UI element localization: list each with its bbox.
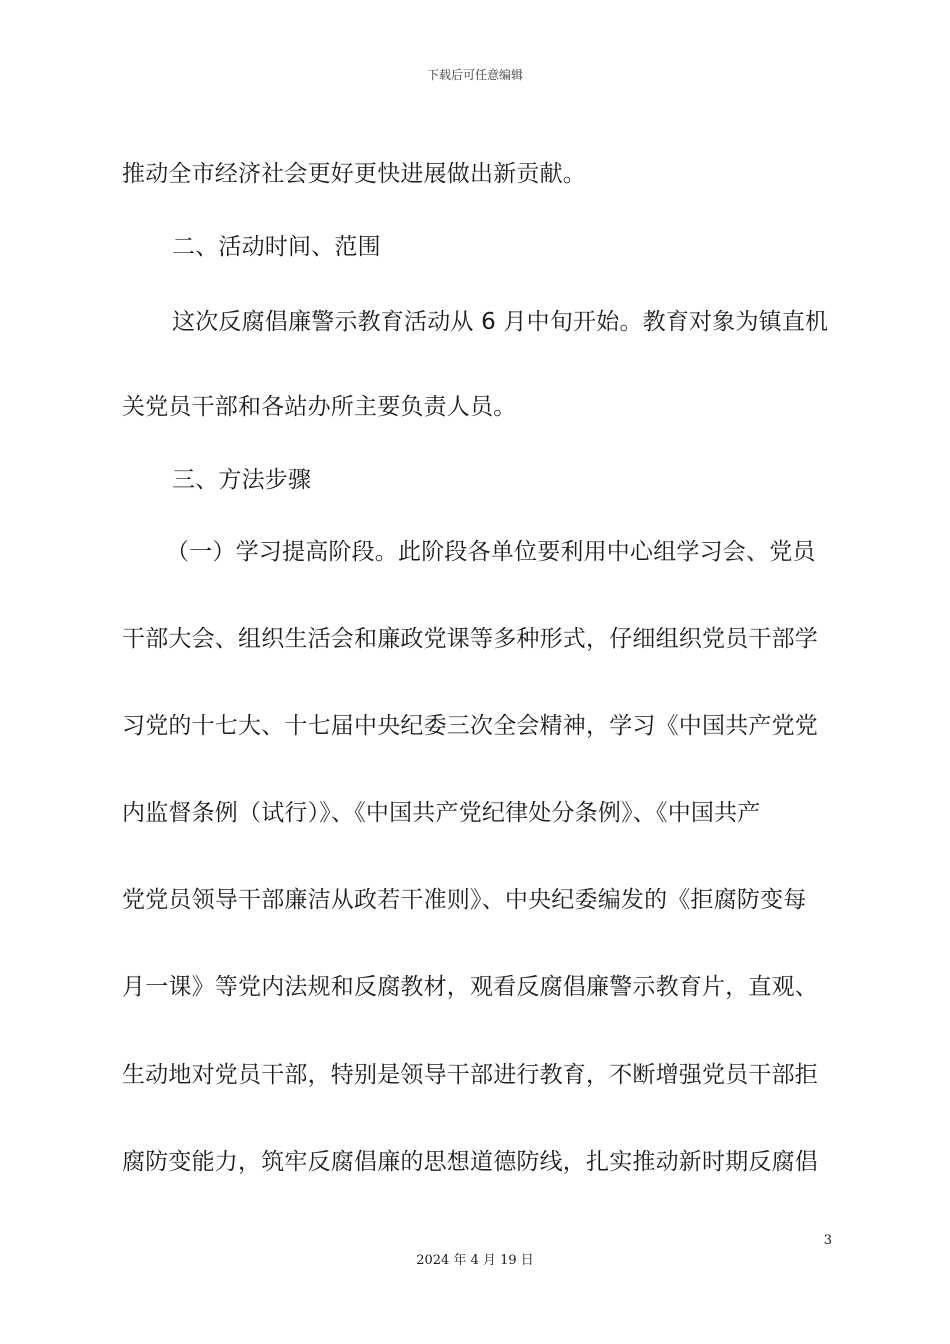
body-line-11: 月一课》等党内法规和反腐教材，观看反腐倡廉警示教育片，直观、 xyxy=(122,974,818,1000)
body-line-6: （一）学习提高阶段。此阶段各单位要利用中心组学习会、党员 xyxy=(166,539,816,565)
body-line-3: 这次反腐倡廉警示教育活动从 6 月中旬开始。教育对象为镇直机 xyxy=(172,309,829,335)
section-heading-time-scope: 二、活动时间、范围 xyxy=(172,234,381,260)
body-line-13: 腐防变能力，筑牢反腐倡廉的思想道德防线，扎实推动新时期反腐倡 xyxy=(122,1149,818,1175)
body-line-9: 内监督条例（试行）》、《中国共产党纪律处分条例》、《中国共产 xyxy=(122,800,761,826)
header-note: 下载后可任意编辑 xyxy=(426,68,523,82)
body-line-12: 生动地对党员干部，特别是领导干部进行教育，不断增强党员干部拒 xyxy=(122,1062,818,1088)
body-line-7: 干部大会、组织生活会和廉政党课等多种形式，仔细组织党员干部学 xyxy=(122,626,818,652)
footer-date: 2024 年 4 月 19 日 xyxy=(416,1253,534,1268)
body-line-4: 关党员干部和各站办所主要负责人员。 xyxy=(122,394,517,420)
page-number: 3 xyxy=(823,1233,832,1248)
body-line-8: 习党的十七大、十七届中央纪委三次全会精神，学习《中国共产党党 xyxy=(122,713,818,739)
section-heading-methods: 三、方法步骤 xyxy=(172,467,312,493)
body-line-10: 党党员领导干部廉洁从政若干准则》、中央纪委编发的《拒腐防变每 xyxy=(122,887,807,913)
body-line-1: 推动全市经济社会更好更快进展做出新贡献。 xyxy=(122,161,586,187)
